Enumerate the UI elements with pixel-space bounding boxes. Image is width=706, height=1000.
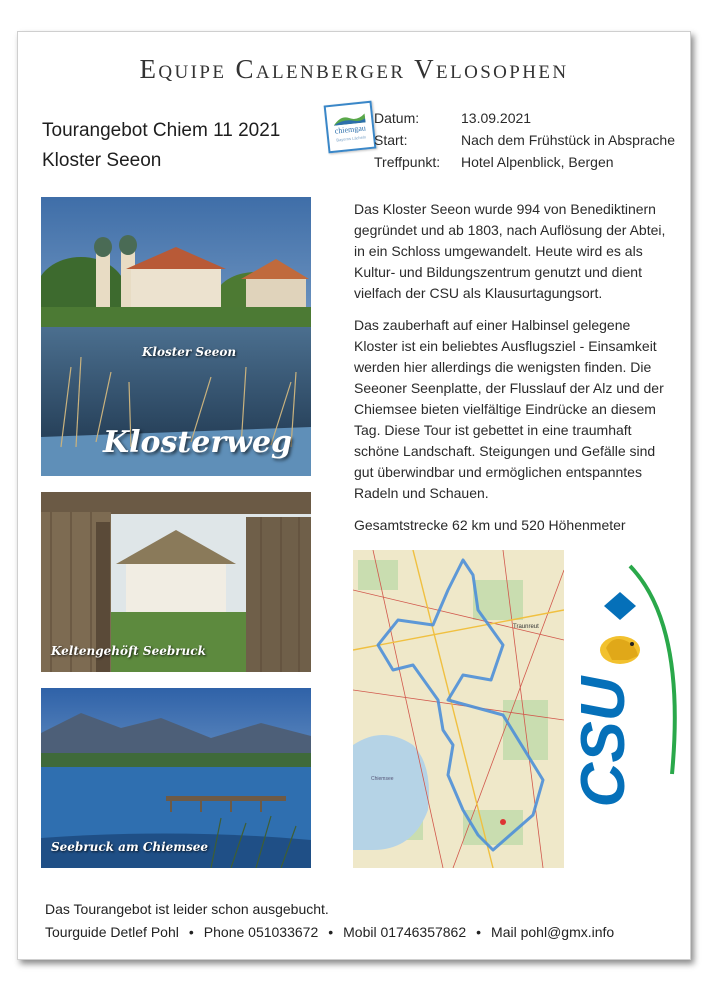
- meta-value: 13.09.2021: [461, 110, 532, 126]
- tour-title-line2: Kloster Seeon: [42, 150, 162, 171]
- meta-row-date: [374, 107, 675, 129]
- logo-tagline: Bayerns Lächeln: [336, 134, 367, 143]
- meta-row-start: [374, 129, 675, 151]
- mail-address[interactable]: Mail pohl@gmx.info: [491, 924, 615, 940]
- csu-logo: [568, 564, 680, 836]
- distance-info: Gesamtstrecke 62 km und 520 Höhenmeter: [354, 517, 626, 533]
- map-label-chiemsee: Chiemsee: [371, 776, 394, 782]
- phone-number: Phone 051033672: [203, 924, 319, 940]
- footer: [45, 898, 614, 944]
- tourguide-name: Tourguide Detlef Pohl: [45, 924, 179, 940]
- csu-lion-icon: [600, 636, 640, 664]
- photo-caption: Kloster Seeon: [142, 345, 237, 359]
- separator-dot: •: [188, 924, 194, 940]
- contact-line: [45, 921, 614, 944]
- separator-dot: •: [476, 924, 482, 940]
- description-paragraph: Das zauberhaft auf einer Halbinsel gelegene Kloster ist ein beliebtes Ausflugsziel - Einsamkeit werden hier allerdings die wenigsten finden. Die Seeoner Seenplatte, der Flusslauf der Alz und der Chiemsee bieten vielfältige Eindrücke an diesem Tag. Diese Tour ist gebettet in eine traumhaft schöne Landschaft. Steigungen und Gefälle sind gut überwindbar und ermöglichen entspanntes Radeln und Schauen.: [354, 317, 664, 501]
- photo-keltengehoeft: [41, 492, 311, 672]
- photo-caption: Seebruck am Chiemsee: [51, 840, 209, 854]
- chiemgau-logo-icon: [324, 101, 377, 154]
- brand-title: Equipe Calenberger Velosophen: [139, 54, 569, 84]
- csu-diamond-icon: [604, 592, 636, 620]
- logo-name: chiemgau: [334, 123, 367, 136]
- tour-description: [354, 199, 672, 547]
- tour-title: [42, 116, 280, 176]
- route-map: [353, 550, 564, 868]
- map-label-traunreut: Traunreut: [513, 624, 539, 630]
- photo-seebruck: [41, 688, 311, 868]
- separator-dot: •: [328, 924, 334, 940]
- tour-meta: [374, 107, 675, 173]
- description-paragraph: Das Kloster Seeon wurde 994 von Benediktinern gegründet und ab 1803, nach Auflösung der Abtei, in ein Schloss umgewandelt. Heute wird es als Kultur- und Bildungszentrum genutzt und dient vielfach der CSU als Klausurtagungsort.: [354, 201, 666, 301]
- meta-label: Start:: [374, 132, 408, 148]
- mobile-number: Mobil 01746357862: [343, 924, 467, 940]
- meta-label: Treffpunkt:: [374, 154, 441, 170]
- tour-title-line1: Tourangebot Chiem 11 2021: [42, 120, 281, 141]
- flyer-page: [17, 31, 691, 960]
- meta-value: Hotel Alpenblick, Bergen: [461, 154, 614, 170]
- photo-caption: Keltengehöft Seebruck: [51, 644, 206, 658]
- meta-label: Datum:: [374, 110, 420, 126]
- photo-kloster-seeon: [41, 197, 311, 476]
- meta-value: Nach dem Frühstück in Absprache: [461, 132, 675, 148]
- booking-status: Das Tourangebot ist leider schon ausgebucht.: [45, 901, 329, 917]
- meta-row-meeting-point: [374, 151, 675, 173]
- csu-text: CSU: [569, 676, 638, 808]
- photo-overlay-title: Klosterweg: [103, 425, 293, 460]
